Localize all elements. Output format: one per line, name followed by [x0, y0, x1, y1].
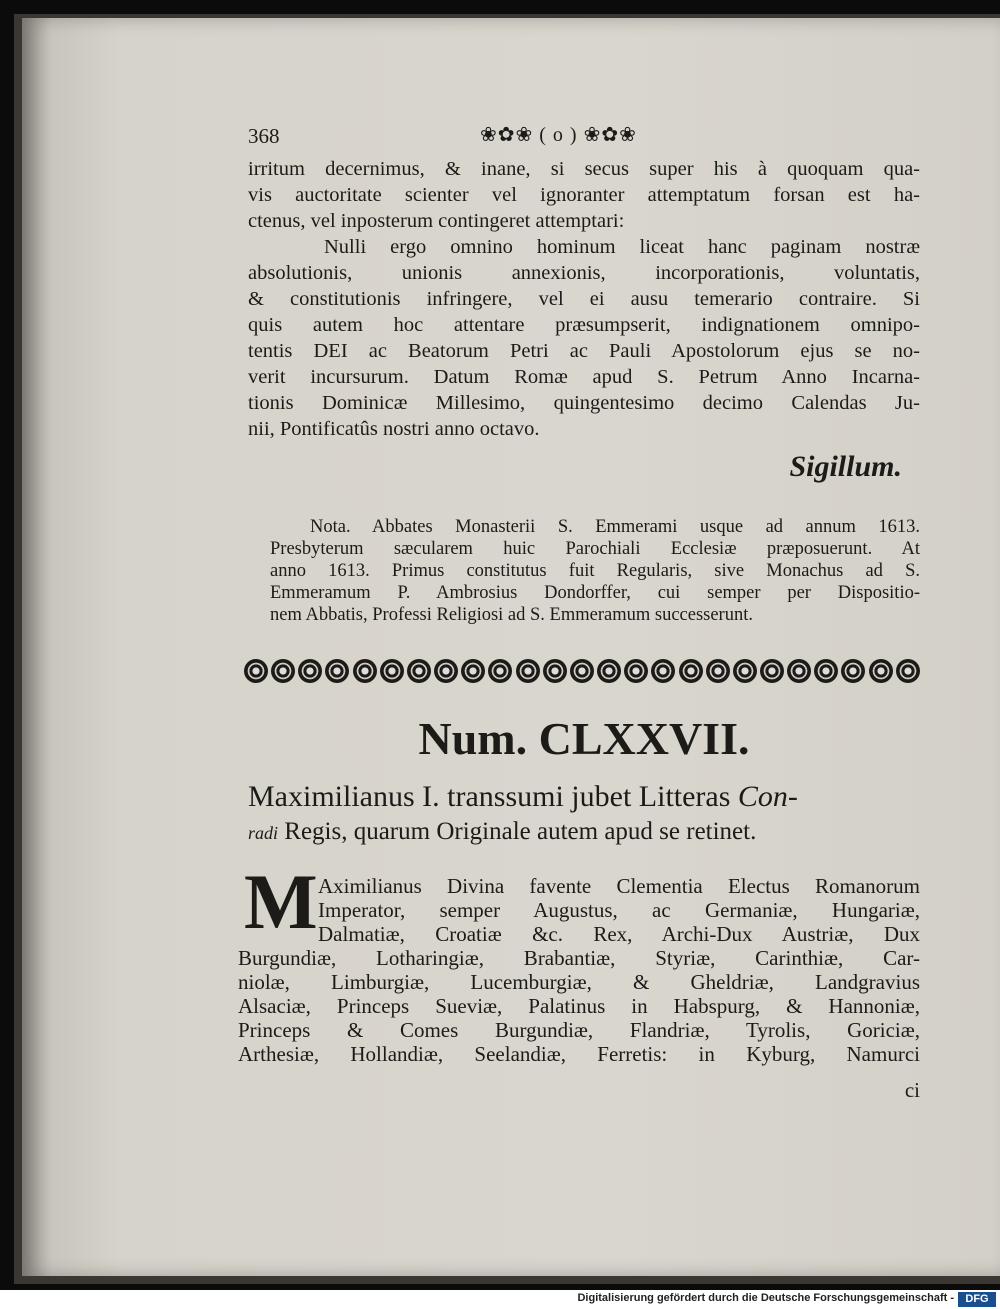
- note-line: Emmeramum P. Ambrosius Dondorffer, cui semper per Dispositio-: [270, 583, 920, 603]
- note-line: Nota. Abbates Monasterii S. Emmerami usque ad annum 1613.: [310, 517, 920, 537]
- dfg-logo: DFG: [958, 1292, 996, 1307]
- body-line: Burgundiæ, Lotharingiæ, Brabantiæ, Styriæ, Carinthiæ, Car-: [238, 946, 920, 970]
- rosette-ornament: [298, 659, 322, 683]
- rosette-ornament: [597, 659, 621, 683]
- body-line: Dalmatiæ, Croatiæ &c. Rex, Archi-Dux Austriæ, Dux: [318, 922, 920, 946]
- rosette-ornament: [896, 659, 920, 683]
- note-line: Presbyterum sæcularem huic Parochiali Ecclesiæ præposuerunt. At: [270, 539, 920, 559]
- catchword: ci: [904, 1078, 920, 1102]
- heading-italic: Con-: [737, 780, 798, 813]
- text-line: verit incursurum. Datum Romæ apud S. Petrum Anno Incarna-: [248, 366, 920, 388]
- rosette-ornament: [814, 659, 838, 683]
- rosette-ornament: [624, 659, 648, 683]
- rosette-ornament: [488, 659, 512, 683]
- rosette-ornament: [325, 659, 349, 683]
- footer-text: Digitalisierung gefördert durch die Deutsche Forschungsgemeinschaft -: [577, 1292, 954, 1304]
- section-heading-line2: [248, 818, 920, 846]
- text-line: tentis DEI ac Beatorum Petri ac Pauli Apostolorum ejus se no-: [248, 340, 920, 362]
- section-number-title: Num. CLXXVII.: [418, 713, 750, 764]
- body-line: Alsaciæ, Princeps Sueviæ, Palatinus in Habspurg, & Hannoniæ,: [238, 994, 920, 1018]
- rosette-ornament: [869, 659, 893, 683]
- heading-text: Regis, quarum Originale autem apud se retinet.: [278, 818, 757, 845]
- page-number: 368: [248, 124, 280, 148]
- body-line: Arthesiæ, Hollandiæ, Seelandiæ, Ferretis: in Kyburg, Namurci: [238, 1042, 920, 1066]
- rosette-ornament: [543, 659, 567, 683]
- rosette-ornament: [651, 659, 675, 683]
- rosette-ornament: [733, 659, 757, 683]
- rosette-ornament: [461, 659, 485, 683]
- rosette-ornament: [407, 659, 431, 683]
- ornamental-divider: [244, 656, 920, 686]
- text-line: absolutionis, unionis annexionis, incorporationis, voluntatis,: [248, 262, 920, 284]
- text-line: irritum decernimus, & inane, si secus super his à quoquam qua-: [248, 158, 920, 180]
- rosette-ornament: [760, 659, 784, 683]
- rosette-ornament: [271, 659, 295, 683]
- text-line: vis auctoritate scienter vel ignoranter attemptatum forsan est ha-: [248, 184, 920, 206]
- sigillum: Sigillum.: [789, 450, 902, 483]
- rosette-ornament: [570, 659, 594, 683]
- body-line: Princeps & Comes Burgundiæ, Flandriæ, Tyrolis, Goriciæ,: [238, 1018, 920, 1042]
- footer-bar: [0, 1290, 1000, 1309]
- text-line: nii, Pontificatûs nostri anno octavo.: [248, 418, 540, 440]
- note-line: nem Abbatis, Professi Religiosi ad S. Emmeramum successerunt.: [270, 605, 753, 625]
- heading-text: Maximilianus I. transsumi jubet Litteras: [248, 780, 738, 813]
- header-ornament: ❀✿❀ ( o ) ❀✿❀: [480, 124, 637, 146]
- drop-cap: M: [244, 858, 318, 945]
- rosette-ornament: [706, 659, 730, 683]
- rosette-ornament: [679, 659, 703, 683]
- note-line: anno 1613. Primus constitutus fuit Regularis, sive Monachus ad S.: [270, 561, 920, 581]
- text-line: quis autem hoc attentare præsumpserit, indignationem omnipo-: [248, 314, 920, 336]
- rosette-ornament: [516, 659, 540, 683]
- body-line: niolæ, Limburgiæ, Lucemburgiæ, & Gheldriæ, Landgravius: [238, 970, 920, 994]
- body-line: Aximilianus Divina favente Clementia Electus Romanorum: [318, 874, 920, 898]
- rosette-ornament: [380, 659, 404, 683]
- page-header: [248, 122, 920, 150]
- text-line: ctenus, vel inposterum contingeret attemptari:: [248, 210, 625, 232]
- section-heading-line1: [248, 780, 920, 814]
- rosette-ornament: [841, 659, 865, 683]
- text-line: tionis Dominicæ Millesimo, quingentesimo decimo Calendas Ju-: [248, 392, 920, 414]
- body-line: Imperator, semper Augustus, ac Germaniæ, Hungariæ,: [318, 898, 920, 922]
- rosette-ornament: [787, 659, 811, 683]
- rosette-ornament: [244, 659, 268, 683]
- text-line: Nulli ergo omnino hominum liceat hanc paginam nostræ: [324, 236, 920, 258]
- rosette-ornament: [434, 659, 458, 683]
- heading-italic: radi: [248, 823, 279, 843]
- text-line: & constitutionis infringere, vel ei ausu temerario contraire. Si: [248, 288, 920, 310]
- rosette-ornament: [353, 659, 377, 683]
